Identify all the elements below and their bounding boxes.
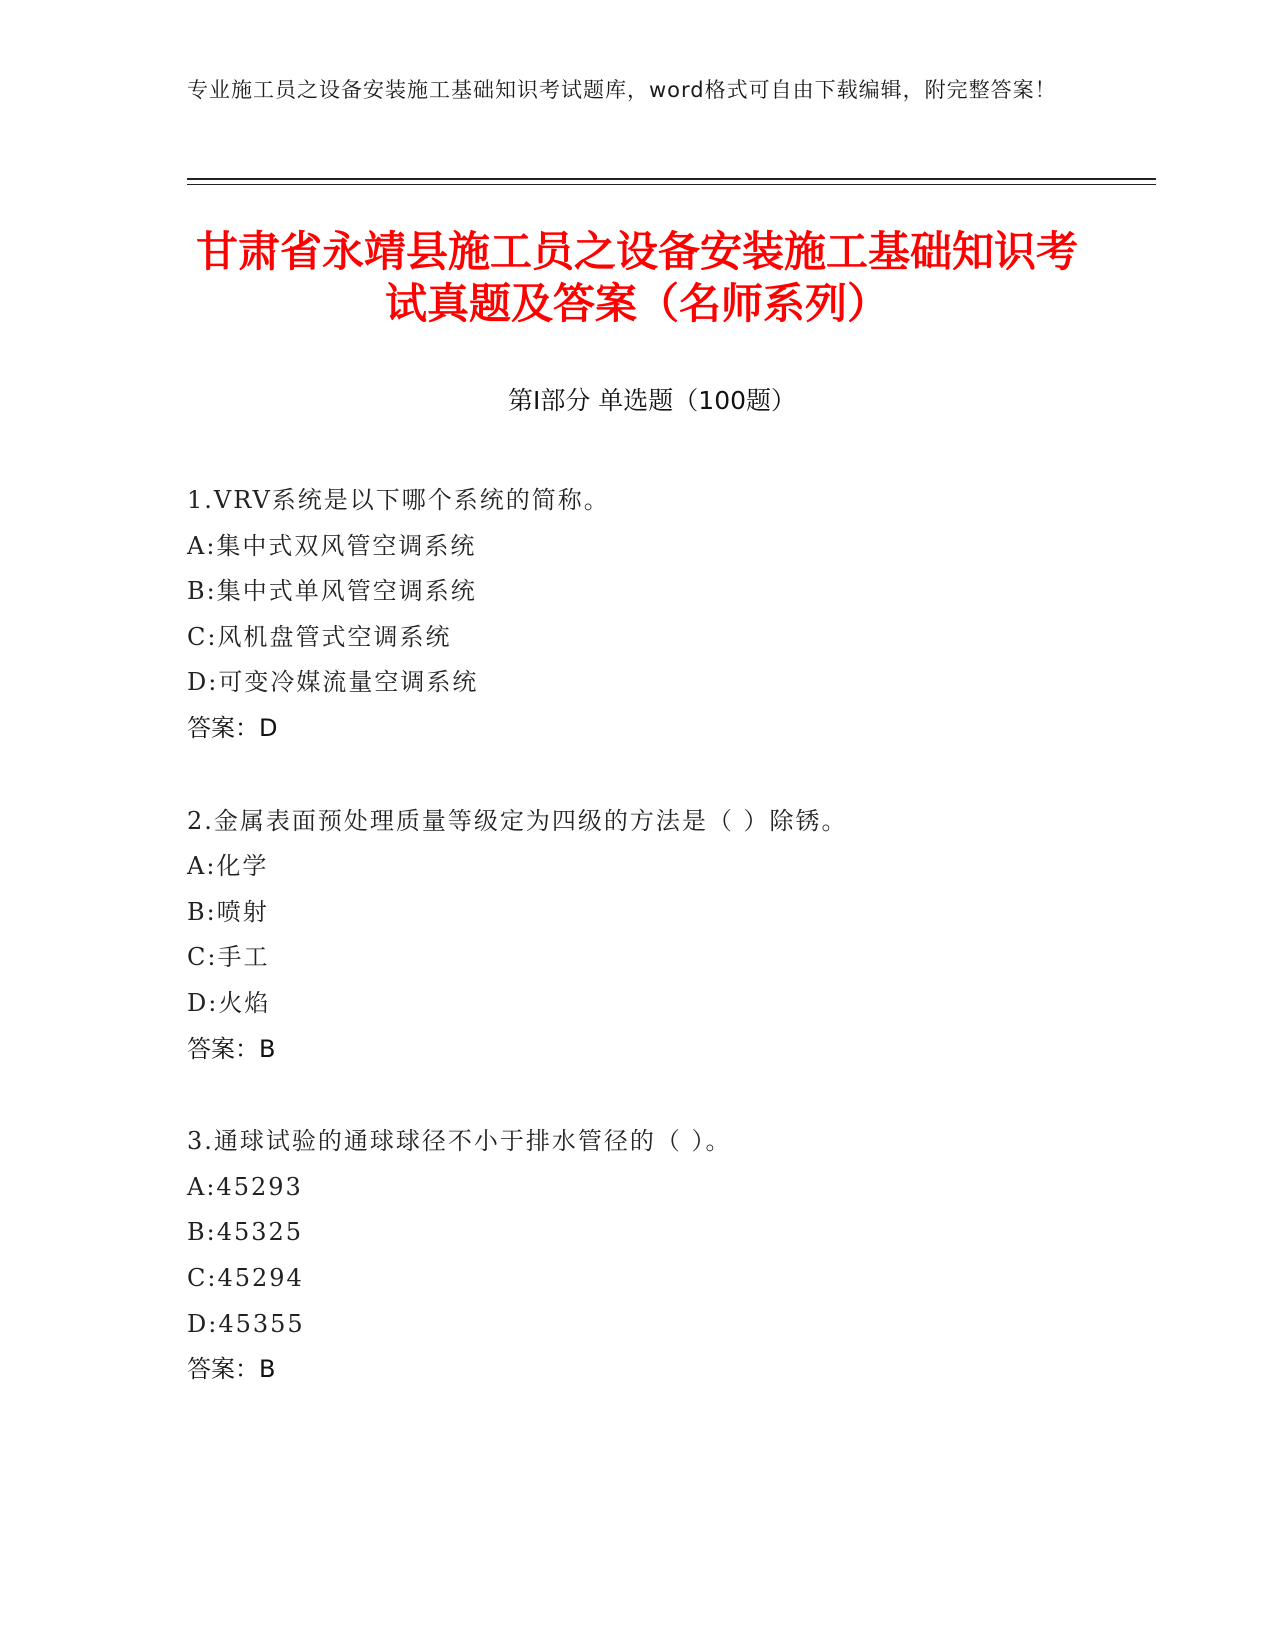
question-2 bbox=[187, 799, 1147, 1073]
section-heading: 第Ⅰ部分 单选题（100题） bbox=[507, 386, 797, 415]
header-rule-thick bbox=[187, 178, 1156, 180]
document-title: 甘肃省永靖县施工员之设备安装施工基础知识考试真题及答案（名师系列） bbox=[195, 227, 1078, 328]
option-c: C:手工 bbox=[187, 943, 270, 972]
question-stem: 1.VRV系统是以下哪个系统的简称。 bbox=[187, 486, 610, 514]
option-b: B:45325 bbox=[187, 1218, 304, 1247]
answer-line: 答案：B bbox=[187, 1355, 276, 1384]
option-a: A:45293 bbox=[187, 1172, 303, 1201]
header-rule-thin bbox=[187, 184, 1156, 185]
option-d: D:火焰 bbox=[187, 988, 271, 1017]
option-b: B:喷射 bbox=[187, 897, 269, 926]
option-d: D:可变冷媒流量空调系统 bbox=[187, 668, 479, 697]
option-a: A:集中式双风管空调系统 bbox=[187, 531, 477, 560]
option-c: C:45294 bbox=[187, 1263, 304, 1292]
option-a: A:化学 bbox=[187, 852, 269, 881]
question-stem: 3.通球试验的通球球径不小于排水管径的（ ）。 bbox=[187, 1127, 732, 1156]
option-c: C:风机盘管式空调系统 bbox=[187, 622, 452, 651]
question-3 bbox=[187, 1119, 1147, 1393]
question-list bbox=[187, 478, 1147, 1440]
question-1 bbox=[187, 478, 1147, 752]
question-stem: 2.金属表面预处理质量等级定为四级的方法是（ ）除锈。 bbox=[187, 806, 848, 835]
answer-line: 答案：D bbox=[187, 713, 278, 742]
option-d: D:45355 bbox=[187, 1309, 305, 1338]
option-b: B:集中式单风管空调系统 bbox=[187, 577, 477, 606]
header-note: 专业施工员之设备安装施工基础知识考试题库，word格式可自由下载编辑，附完整答案！ bbox=[187, 78, 1057, 102]
answer-line: 答案：B bbox=[187, 1034, 276, 1063]
